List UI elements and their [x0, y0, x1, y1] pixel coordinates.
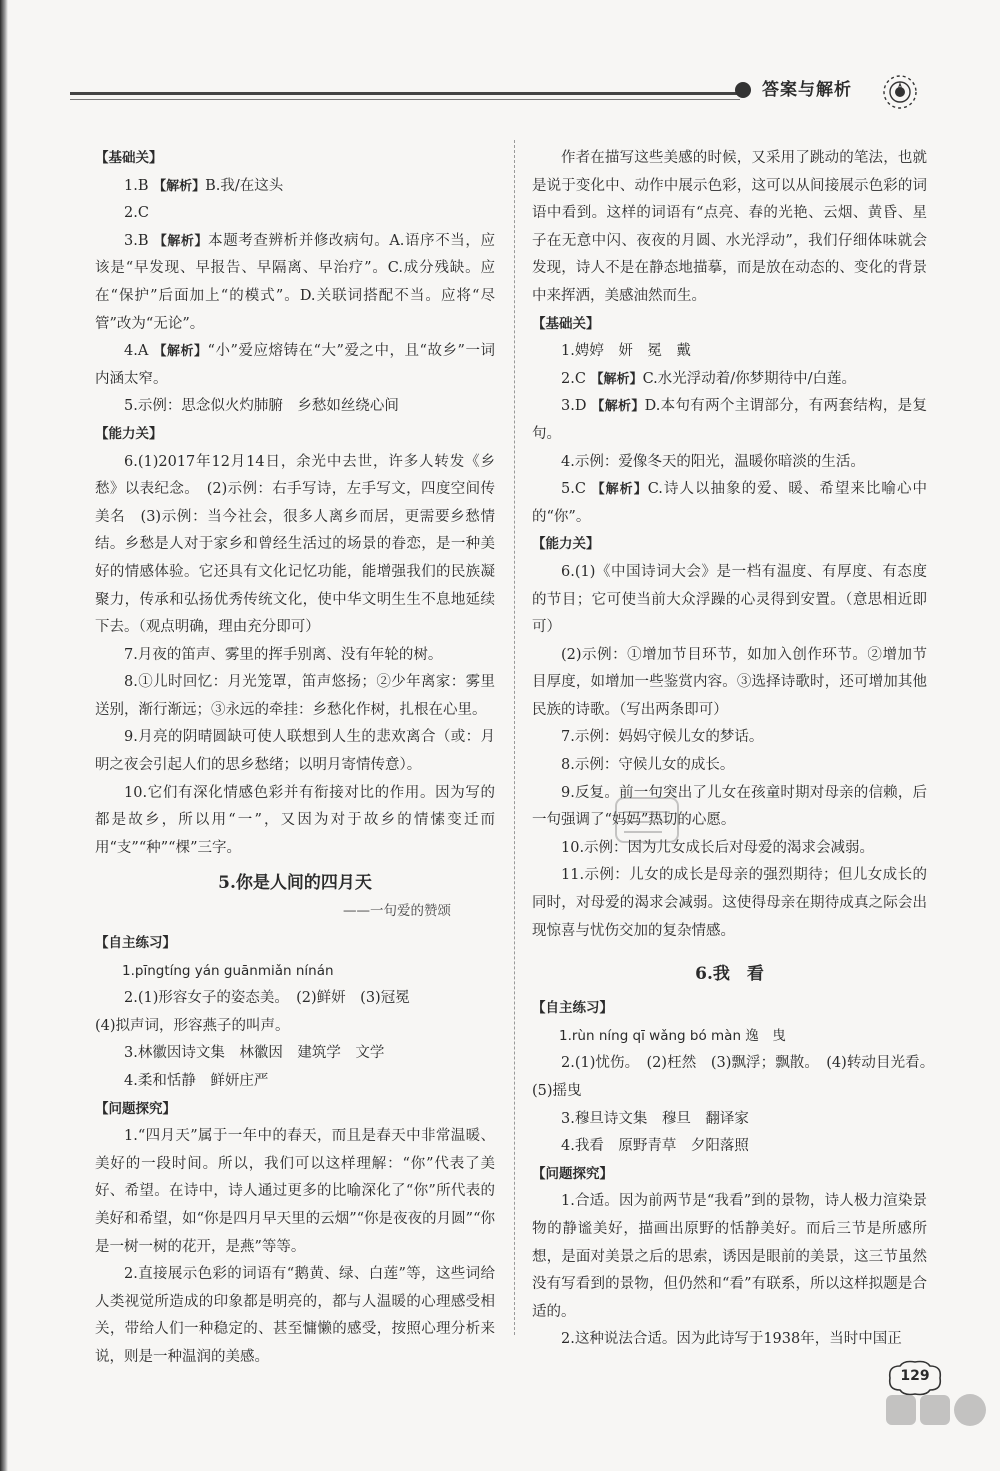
answer-item: (2)示例：①增加节目环节，如加入创作环节。②增加节目厚度，如增加一些鉴赏内容。③选择诗歌时，还可增加其他民族的诗歌。（写出两条即可） — [532, 646, 927, 718]
section-title: 【基础关】 — [532, 315, 600, 332]
answer-item: 2.(1)忧伤。 (2)枉然 (3)飘浮；飘散。 (4)转动目光看。 (5)摇曳 — [532, 1055, 942, 1099]
answer-item: 3.D 【解析】D.本句有两个主谓部分，有两套结构，是复句。 — [532, 398, 927, 442]
answer-item: 9.月亮的阴晴圆缺可使人联想到人生的悲欢离合（或：月明之夜会引起人们的思乡愁绪；以明月寄情传意）。 — [95, 729, 495, 774]
answer-item: 5.示例：思念似火灼肺腑 乡愁如丝绕心间 — [124, 398, 399, 415]
lesson-title: 6.我 看 — [695, 964, 764, 985]
answer-item: 10.示例：因为儿女成长后对母爱的渴求会减弱。 — [561, 839, 875, 856]
header-dot — [735, 82, 751, 98]
brand-logo-icon — [880, 1375, 990, 1465]
right-column — [532, 145, 942, 1354]
answer-item: 1.合适。因为前两节是“我看”到的景物，诗人极力渲染景物的静谧美好，描画出原野的恬静美好。而后三节是所感所想，是面对美景之后的思索，诱因是眼前的美景，这三节虽然没有写看到的景物，但仍然和“看”有联系，所以这样拟题是合适的。 — [532, 1193, 927, 1320]
answer-item: 6.(1)2017年12月14日，余光中去世，许多人转发《乡愁》以表纪念。 (2)示例：右手写诗，左手写文，四度空间传美名 (3)示例：当今社会，很多人离乡而居，更需要乡愁情结。乡愁是人对于家乡和曾经生活过的场景的眷恋，是一种美好的情感体验。它还具有文化记忆功能，能增强我们的民族凝聚力，传承和弘扬优秀传统文化，使中华文明生生不息地延续下去。（观点明确，理由充分即可） — [95, 453, 495, 636]
answer-item: 2.这种说法合适。因为此诗写于1938年，当时中国正 — [561, 1331, 902, 1348]
page-number: 129 — [900, 1368, 930, 1384]
section-title: 【自主练习】 — [95, 935, 176, 952]
section-title: 【问题探究】 — [95, 1100, 176, 1117]
page-header — [70, 70, 970, 120]
answer-item: 11.示例：儿女的成长是母亲的强烈期待；但儿女成长的同时，对母爱的渴求会减弱。这使得母亲在期待成真之际会出现惊喜与忧伤交加的复杂情感。 — [532, 867, 927, 939]
answer-item: 2.(1)形容女子的姿态美。 (2)鲜妍 (3)冠冕 — [124, 990, 410, 1007]
answer-item: 7.示例：妈妈守候儿女的梦话。 — [561, 729, 764, 746]
section-title: 【能力关】 — [532, 536, 600, 553]
answer-item: 10.它们有深化情感色彩并有衔接对比的作用。因为写的都是故乡，所以用“一”，又因为对于故乡的情愫变迁而用“支”“种”“棵”三字。 — [95, 784, 495, 856]
answer-item: 4.A 【解析】“小”爱应熔铸在“大”爱之中，且“故乡”一词内涵太窄。 — [95, 343, 495, 387]
section-title: 【能力关】 — [95, 425, 163, 442]
answer-item: 7.月夜的笛声、雾里的挥手别离、没有年轮的树。 — [124, 646, 443, 663]
answer-item: 1.娉婷 妍 冕 戴 — [561, 343, 691, 360]
header-rule — [70, 92, 740, 95]
answer-item: 3.林徽因诗文集 林徽因 建筑学 文学 — [124, 1045, 385, 1062]
answer-item: 3.B 【解析】本题考查辨析并修改病句。A.语序不当，应该是“早发现、早报告、早隔离、早治疗”。C.成分残缺。应在“保护”后面加上“的模式”。D.关联词搭配不当。应将“尽管”改为“无论”。 — [95, 232, 495, 332]
header-title: 答案与解析 — [762, 80, 852, 100]
answer-item: 2.直接展示色彩的词语有“鹅黄、绿、白莲”等，这些词给人类视觉所造成的印象都是明亮的，都与人温暖的心理感受相关，带给人们一种稳定的、甚至慵懒的感受，按照心理分析来说，则是一种温润的美感。 — [95, 1266, 495, 1365]
answer-item: 1.B 【解析】B.我/在这头 — [124, 177, 284, 194]
lesson-subtitle: ——一句爱的赞颂 — [343, 903, 451, 920]
answer-item: 5.C 【解析】C.诗人以抽象的爱、暖、希望来比喻心中的“你”。 — [532, 481, 927, 525]
left-column — [95, 145, 495, 1372]
section-title: 【基础关】 — [95, 150, 163, 166]
answer-item: 8.示例：守候儿女的成长。 — [561, 757, 735, 774]
answer-item: 8.①儿时回忆：月光笼罩，笛声悠扬；②少年离家：雾里送别，渐行渐远；③永远的牵挂：乡愁化作树，扎根在心里。 — [95, 674, 495, 718]
answer-item: 2.C 【解析】C.水光浮动着/你梦期待中/白莲。 — [561, 370, 857, 387]
answer-item: 9.反复。前一句突出了儿女在孩童时期对母亲的信赖，后一句强调了“妈妈”热切的心愿。 — [532, 784, 927, 829]
answer-item: 4.柔和恬静 鲜妍庄严 — [124, 1073, 269, 1089]
flower-emblem-icon — [878, 70, 922, 114]
answer-item: 1.pīngtíng yán guānmiǎn nínán — [122, 962, 334, 979]
answer-item: 1.“四月天”属于一年中的春天，而且是春天中非常温暖、美好的一段时间。所以，我们可以这样理解：“你”代表了美好、希望。在诗中，诗人通过更多的比喻深化了“你”所代表的美好和希望，如“你是四月早天里的云烟”“你是夜夜的月圆”“你是一树一树的花开，是燕”等等。 — [95, 1128, 495, 1255]
answer-item: 6.(1)《中国诗词大会》是一档有温度、有厚度、有态度的节目；它可使当前大众浮躁的心灵得到安置。（意思相近即可） — [532, 563, 927, 636]
binding-shadow — [0, 0, 8, 1471]
answer-item: 2.C — [124, 205, 149, 222]
answer-item: 4.示例：爱像冬天的阳光，温暖你暗淡的生活。 — [561, 453, 865, 470]
answer-item: 作者在描写这些美感的时候，又采用了跳动的笔法，也就是说于变化中、动作中展示色彩，这可以从间接展示色彩的词语中看到。这样的词语有“点亮、春的光艳、云烟、黄昏、星子在无意中闪、夜夜的月圆、水光浮动”，我们仔细体味就会发现，诗人不是在静态地描摹，而是放在动态的、变化的背景中来挥洒，美感油然而生。 — [532, 150, 927, 304]
answer-item: 1.rùn níng qī wǎng bó màn 逸 曳 — [559, 1027, 786, 1044]
section-title: 【问题探究】 — [532, 1165, 613, 1182]
section-title: 【自主练习】 — [532, 1000, 613, 1017]
column-divider — [514, 140, 515, 1335]
answer-item: (4)拟声词，形容燕子的叫声。 — [95, 1017, 290, 1034]
stamp-watermark-icon — [612, 790, 682, 850]
lesson-title: 5.你是人间的四月天 — [218, 873, 372, 894]
answer-item: 4.我看 原野青草 夕阳落照 — [561, 1138, 749, 1155]
answer-item: 3.穆旦诗文集 穆旦 翻译家 — [561, 1110, 749, 1127]
header-rule-thin — [70, 99, 740, 100]
